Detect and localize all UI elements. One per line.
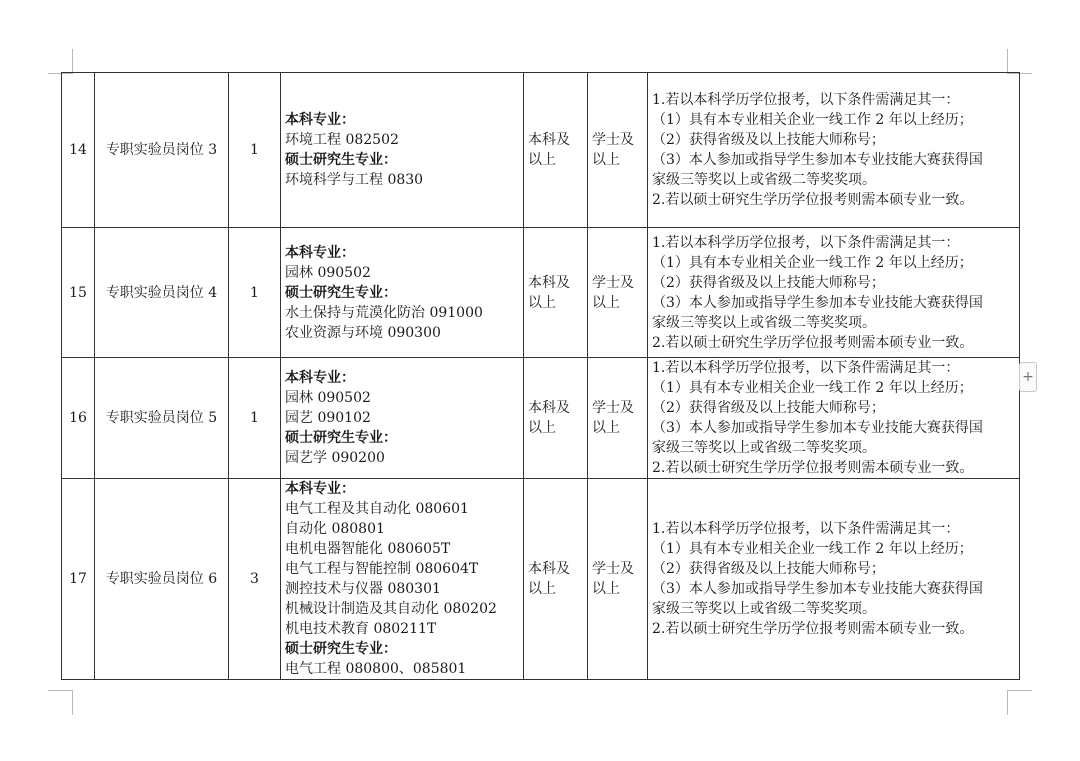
requirement-line: （1）具有本专业相关企业一线工作 2 年以上经历； <box>652 380 973 396</box>
major-heading: 本科专业： <box>285 370 355 386</box>
table-row <box>62 358 1020 479</box>
degree-line: 学士及 <box>592 274 634 291</box>
requirement-line: 1.若以本科学历学位报考，以下条件需满足其一： <box>652 521 960 537</box>
degree-cell <box>588 73 648 228</box>
major-heading: 硕士研究生专业： <box>285 641 397 657</box>
requirement-line: 家级三等奖以上或省级二等奖奖项。 <box>652 440 876 456</box>
education-line: 以上 <box>528 420 556 436</box>
major-requirements-cell <box>281 73 524 228</box>
serial-number-cell: 16 <box>62 358 95 479</box>
other-requirements-cell <box>648 358 1020 479</box>
major-item: 测控技术与仪器 080301 <box>285 581 441 597</box>
position-name-cell: 专职实验员岗位 6 <box>95 479 229 680</box>
headcount-cell: 1 <box>229 73 281 228</box>
major-heading: 硕士研究生专业： <box>285 430 397 446</box>
requirement-line: （2）获得省级及以上技能大师称号； <box>652 561 885 577</box>
major-item: 机电技术教育 080211T <box>285 621 437 637</box>
position-name-cell: 专职实验员岗位 3 <box>95 73 229 228</box>
requirement-line: 1.若以本科学历学位报考，以下条件需满足其一： <box>652 234 960 251</box>
requirement-line: （3）本人参加或指导学生参加本专业技能大赛获得国 <box>652 152 983 168</box>
education-line: 本科及 <box>528 400 570 416</box>
education-cell <box>524 479 588 680</box>
other-requirements-cell <box>648 73 1020 228</box>
requirement-line: 1.若以本科学历学位报考，以下条件需满足其一： <box>652 92 960 108</box>
requirement-line: 2.若以硕士研究生学历学位报考则需本硕专业一致。 <box>652 621 974 637</box>
education-cell <box>524 358 588 479</box>
education-line: 以上 <box>528 581 556 597</box>
degree-line: 学士及 <box>592 132 634 148</box>
degree-cell <box>588 358 648 479</box>
major-item: 环境科学与工程 0830 <box>285 172 424 188</box>
requirement-line: （2）获得省级及以上技能大师称号； <box>652 400 885 416</box>
major-item: 环境工程 082502 <box>285 132 399 148</box>
major-item: 水土保持与荒漠化防治 091000 <box>285 304 483 321</box>
education-line: 以上 <box>528 294 556 311</box>
other-requirements-cell <box>648 479 1020 680</box>
major-item: 园艺 090102 <box>285 410 371 426</box>
requirement-line: （2）获得省级及以上技能大师称号； <box>652 132 885 148</box>
add-row-icon[interactable]: + <box>1019 362 1037 392</box>
crop-mark-bottom-right <box>1007 690 1032 715</box>
education-cell <box>524 228 588 358</box>
education-line: 以上 <box>528 152 556 168</box>
major-item: 农业资源与环境 090300 <box>285 324 441 341</box>
degree-line: 以上 <box>592 420 620 436</box>
crop-mark-bottom-left <box>48 690 73 715</box>
major-heading: 硕士研究生专业： <box>285 152 397 168</box>
degree-line: 学士及 <box>592 400 634 416</box>
requirement-line: 2.若以硕士研究生学历学位报考则需本硕专业一致。 <box>652 460 974 476</box>
requirement-line: （1）具有本专业相关企业一线工作 2 年以上经历； <box>652 254 973 271</box>
requirement-line: 2.若以硕士研究生学历学位报考则需本硕专业一致。 <box>652 334 974 351</box>
requirement-line: （1）具有本专业相关企业一线工作 2 年以上经历； <box>652 112 973 128</box>
degree-cell <box>588 228 648 358</box>
major-item: 园林 090502 <box>285 390 371 406</box>
major-heading: 本科专业： <box>285 244 355 261</box>
requirement-line: （3）本人参加或指导学生参加本专业技能大赛获得国 <box>652 420 983 436</box>
requirement-line: 2.若以硕士研究生学历学位报考则需本硕专业一致。 <box>652 192 974 208</box>
major-item: 电机电器智能化 080605T <box>285 541 451 557</box>
major-heading: 硕士研究生专业： <box>285 284 397 301</box>
serial-number-cell: 14 <box>62 73 95 228</box>
education-line: 本科及 <box>528 561 570 577</box>
degree-line: 以上 <box>592 581 620 597</box>
degree-cell <box>588 479 648 680</box>
major-item: 机械设计制造及其自动化 080202 <box>285 601 497 617</box>
requirement-line: 家级三等奖以上或省级二等奖奖项。 <box>652 314 876 331</box>
crop-mark-top-right <box>1007 49 1032 74</box>
major-item: 电气工程及其自动化 080601 <box>285 501 469 517</box>
major-heading: 本科专业： <box>285 481 355 497</box>
requirement-line: （2）获得省级及以上技能大师称号； <box>652 274 885 291</box>
education-line: 本科及 <box>528 274 570 291</box>
major-item: 自动化 080801 <box>285 521 385 537</box>
requirement-line: （1）具有本专业相关企业一线工作 2 年以上经历； <box>652 541 973 557</box>
major-requirements-cell <box>281 358 524 479</box>
degree-line: 以上 <box>592 152 620 168</box>
major-requirements-cell <box>281 479 524 680</box>
table-row <box>62 479 1020 680</box>
requirement-line: 1.若以本科学历学位报考，以下条件需满足其一： <box>652 360 960 376</box>
major-heading: 本科专业： <box>285 112 355 128</box>
requirement-line: 家级三等奖以上或省级二等奖奖项。 <box>652 601 876 617</box>
major-requirements-cell <box>281 228 524 358</box>
education-line: 本科及 <box>528 132 570 148</box>
position-name-cell: 专职实验员岗位 5 <box>95 358 229 479</box>
table-row <box>62 73 1020 228</box>
degree-line: 学士及 <box>592 561 634 577</box>
education-cell <box>524 73 588 228</box>
degree-line: 以上 <box>592 294 620 311</box>
headcount-cell: 3 <box>229 479 281 680</box>
requirement-line: 家级三等奖以上或省级二等奖奖项。 <box>652 172 876 188</box>
crop-mark-top-left <box>48 49 73 74</box>
serial-number-cell: 15 <box>62 228 95 358</box>
table-row <box>62 228 1020 358</box>
major-item: 电气工程 080800、085801 <box>285 661 467 677</box>
major-item: 园艺学 090200 <box>285 450 385 466</box>
headcount-cell: 1 <box>229 228 281 358</box>
headcount-cell: 1 <box>229 358 281 479</box>
other-requirements-cell <box>648 228 1020 358</box>
requirement-line: （3）本人参加或指导学生参加本专业技能大赛获得国 <box>652 294 983 311</box>
recruitment-table <box>61 72 1020 680</box>
position-name-cell: 专职实验员岗位 4 <box>95 228 229 358</box>
major-item: 园林 090502 <box>285 264 371 281</box>
major-item: 电气工程与智能控制 080604T <box>285 561 479 577</box>
requirement-line: （3）本人参加或指导学生参加本专业技能大赛获得国 <box>652 581 983 597</box>
serial-number-cell: 17 <box>62 479 95 680</box>
